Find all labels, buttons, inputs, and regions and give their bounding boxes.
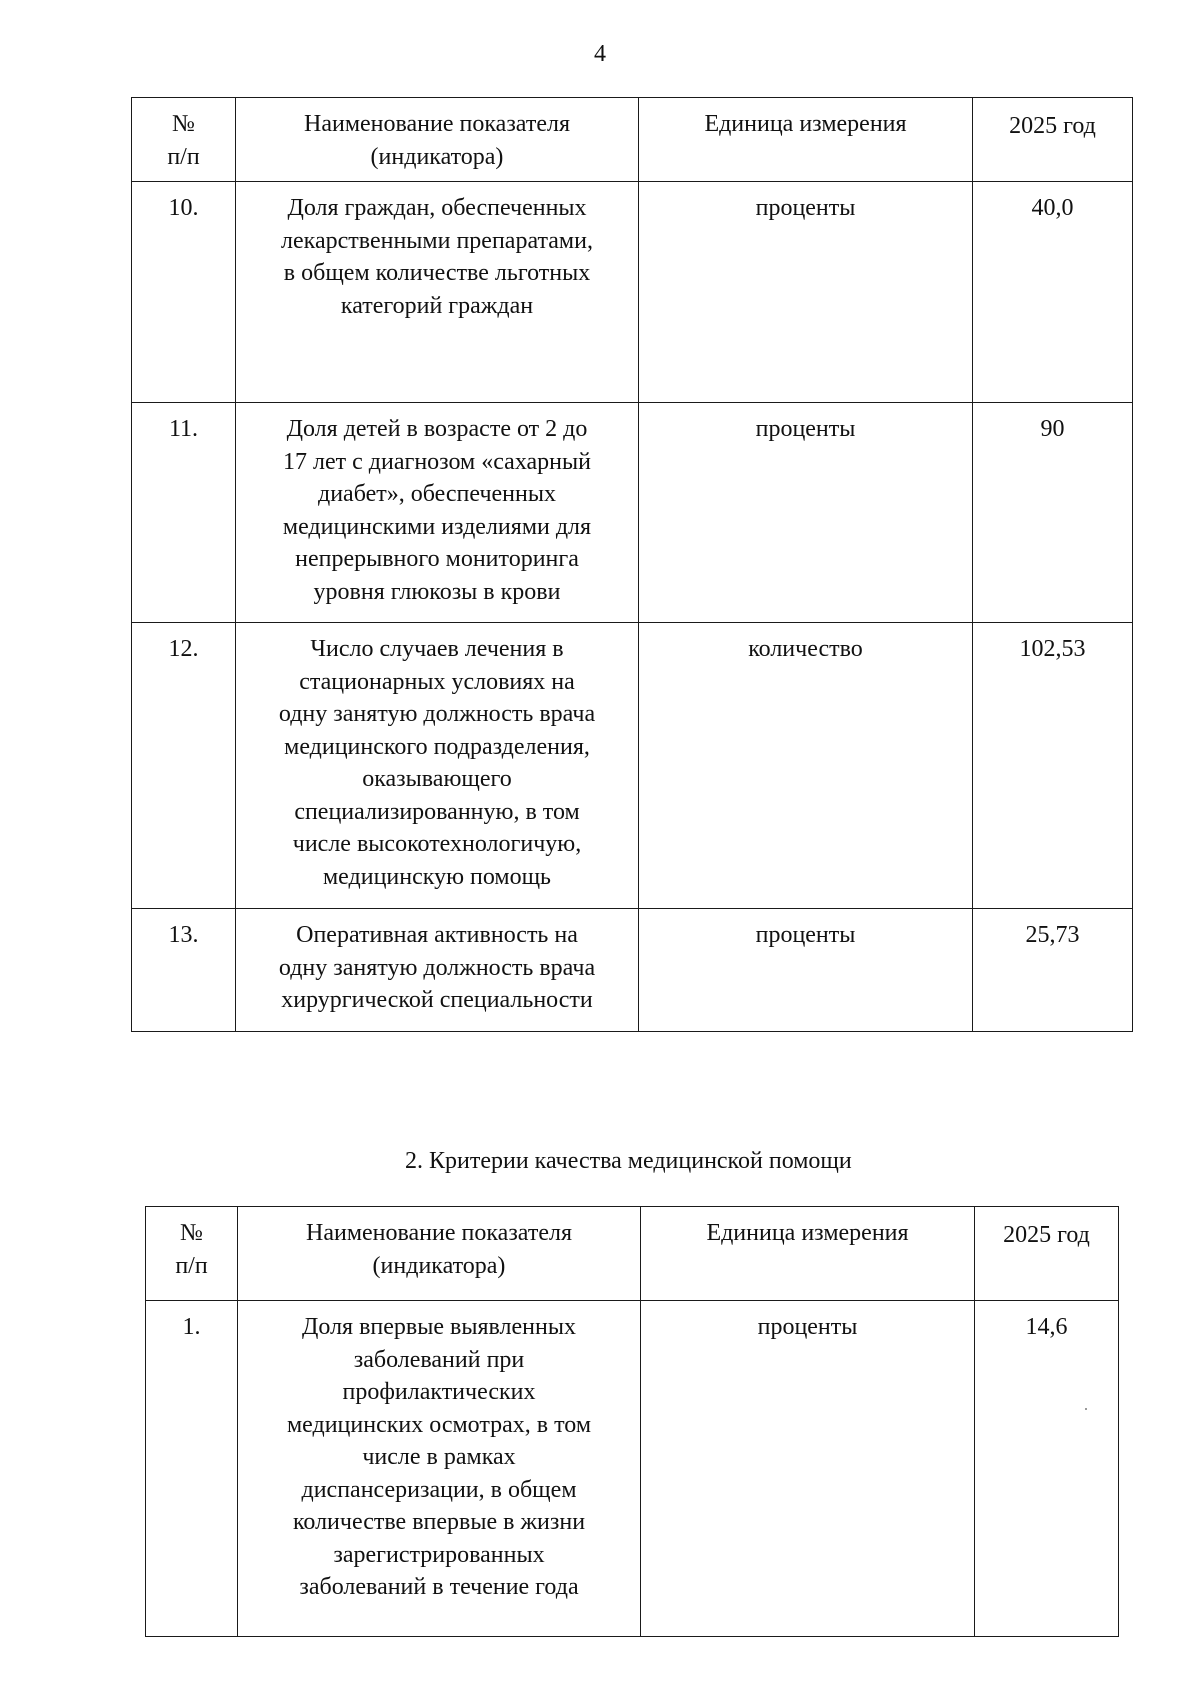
header-name-cell — [236, 98, 639, 182]
header-number-line: № — [180, 1220, 203, 1246]
indicator-line: медицинскими изделиями для — [282, 513, 592, 540]
header-name-line: Наименование показателя — [306, 1220, 572, 1246]
row-unit: проценты — [639, 909, 973, 1032]
row-unit: проценты — [639, 182, 973, 403]
row-indicator-name — [236, 403, 639, 623]
table-row — [132, 403, 1133, 623]
quality-criteria-table — [145, 1206, 1119, 1637]
row-indicator-name — [238, 1301, 641, 1637]
row-value: 25,73 — [973, 909, 1133, 1032]
indicator-line: количестве впервые в жизни — [292, 1509, 586, 1535]
row-indicator-name — [236, 182, 639, 403]
indicator-line: Оперативная активность на — [296, 922, 578, 948]
indicator-line: непрерывного мониторинга — [295, 546, 579, 572]
header-unit-cell: Единица измерения — [639, 98, 973, 182]
table-row — [132, 623, 1133, 909]
row-unit: количество — [639, 623, 973, 909]
header-name-line: (индикатора) — [370, 143, 504, 170]
header-unit-cell: Единица измерения — [641, 1207, 975, 1301]
header-name-line: Наименование показателя — [304, 111, 570, 137]
indicator-line: медицинских осмотрах, в том — [286, 1411, 592, 1438]
header-year-cell: 2025 год — [975, 1207, 1119, 1301]
indicator-line: Доля впервые выявленных — [302, 1314, 576, 1340]
row-value: 14,6 — [975, 1301, 1119, 1637]
indicator-line: заболеваний в течение года — [299, 1574, 579, 1600]
row-indicator-name — [236, 623, 639, 909]
scan-speck — [1085, 1408, 1087, 1410]
table-row — [132, 909, 1133, 1032]
header-name-line: (индикатора) — [372, 1252, 506, 1279]
indicator-line: диспансеризации, в общем — [301, 1476, 577, 1503]
indicator-line: медицинскую помощь — [322, 863, 551, 890]
indicator-line: Доля детей в возрасте от 2 до — [286, 416, 588, 442]
indicator-line: заболеваний при — [353, 1346, 525, 1373]
row-number: 1. — [146, 1301, 238, 1637]
indicator-line: лекарственными препаратами, — [281, 227, 593, 254]
indicator-line: Число случаев лечения в — [310, 636, 564, 662]
header-number-cell — [132, 98, 236, 182]
indicator-line: в общем количестве льготных — [283, 260, 591, 286]
header-number-line: № — [172, 111, 195, 137]
section-title: 2. Критерии качества медицинской помощи — [405, 1148, 852, 1174]
header-number-cell — [146, 1207, 238, 1301]
row-number: 12. — [132, 623, 236, 909]
indicator-line: хирургической специальности — [281, 987, 593, 1013]
page-number: 4 — [594, 41, 606, 67]
indicator-line: числе в рамках — [362, 1444, 516, 1470]
row-value: 90 — [973, 403, 1133, 623]
indicator-line: профилактических — [342, 1379, 536, 1405]
header-number-line: п/п — [167, 143, 200, 170]
indicator-line: одну занятую должность врача — [278, 701, 596, 727]
header-year-cell: 2025 год — [973, 98, 1133, 182]
indicator-line: стационарных условиях на — [299, 668, 575, 695]
indicators-table — [131, 97, 1133, 1032]
row-unit: проценты — [641, 1301, 975, 1637]
row-value: 40,0 — [973, 182, 1133, 403]
indicator-line: 17 лет с диагнозом «сахарный — [283, 448, 591, 475]
indicator-line: оказывающего — [362, 766, 512, 792]
indicator-line: уровня глюкозы в крови — [313, 578, 561, 605]
row-number: 10. — [132, 182, 236, 403]
indicator-line: диабет», обеспеченных — [318, 481, 556, 507]
row-number: 13. — [132, 909, 236, 1032]
row-unit: проценты — [639, 403, 973, 623]
indicator-line: одну занятую должность врача — [278, 954, 596, 981]
table-row — [146, 1301, 1119, 1637]
row-indicator-name — [236, 909, 639, 1032]
indicator-line: категорий граждан — [340, 292, 534, 319]
indicator-line: медицинского подразделения, — [284, 733, 590, 760]
table-header-row — [146, 1207, 1119, 1301]
indicator-line: числе высокотехнологичую, — [292, 831, 582, 857]
header-name-cell — [238, 1207, 641, 1301]
row-number: 11. — [132, 403, 236, 623]
indicator-line: зарегистрированных — [333, 1541, 545, 1568]
header-number-line: п/п — [175, 1252, 208, 1279]
table-row — [132, 182, 1133, 403]
row-value: 102,53 — [973, 623, 1133, 909]
table-header-row — [132, 98, 1133, 182]
indicator-line: Доля граждан, обеспеченных — [287, 195, 587, 221]
indicator-line: специализированную, в том — [294, 798, 580, 825]
